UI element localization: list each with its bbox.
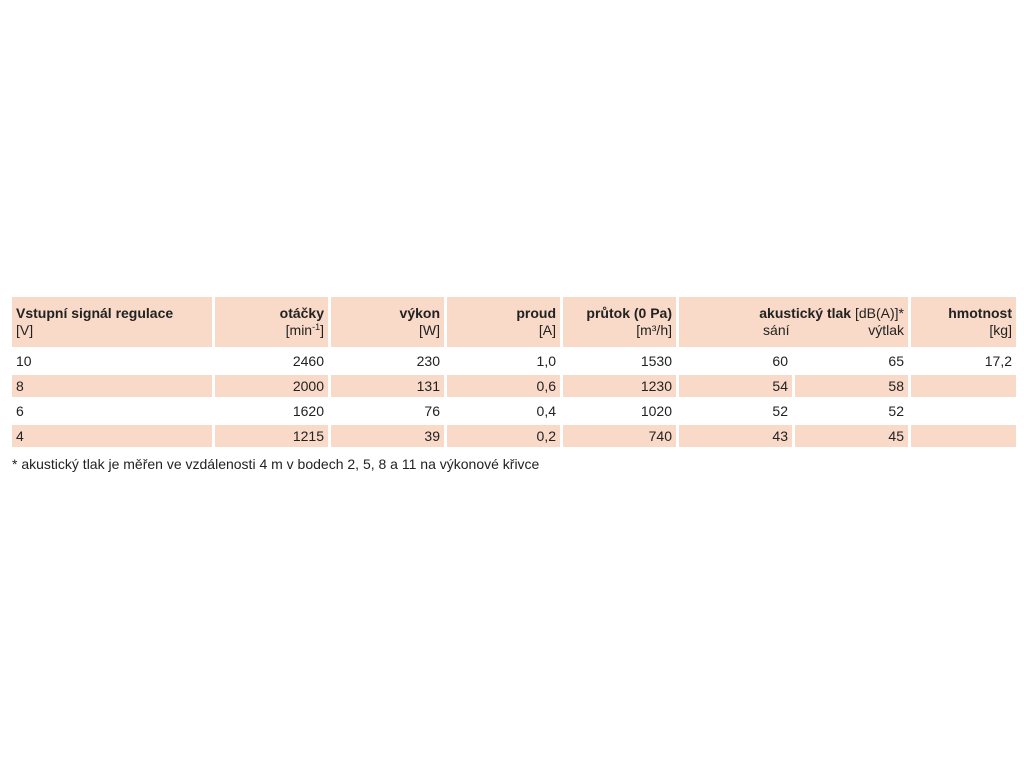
header-row bbox=[12, 297, 1016, 347]
cell-speed: 2460 bbox=[215, 350, 328, 372]
cell-intake: 54 bbox=[679, 375, 792, 397]
header-acoustic-outlet: výtlak bbox=[868, 322, 904, 338]
cell-speed: 1620 bbox=[215, 400, 328, 422]
cell-outlet: 45 bbox=[795, 425, 908, 447]
cell-current: 0,4 bbox=[447, 400, 560, 422]
header-flow bbox=[563, 297, 676, 347]
cell-intake: 43 bbox=[679, 425, 792, 447]
header-acoustic bbox=[679, 297, 908, 347]
header-current bbox=[447, 297, 560, 347]
header-speed bbox=[215, 297, 328, 347]
cell-power: 76 bbox=[331, 400, 444, 422]
header-acoustic-unit: [dB(A)]* bbox=[854, 305, 904, 321]
header-power bbox=[331, 297, 444, 347]
cell-signal: 6 bbox=[12, 400, 212, 422]
header-acoustic-subheaders bbox=[683, 322, 904, 339]
cell-flow: 1530 bbox=[563, 350, 676, 372]
header-signal-unit: [V] bbox=[16, 322, 34, 338]
header-flow-title: průtok (0 Pa) bbox=[586, 305, 672, 321]
header-acoustic-title: akustický tlak bbox=[759, 305, 852, 321]
fan-specification-table bbox=[9, 294, 1019, 450]
header-weight-title: hmotnost bbox=[948, 305, 1012, 321]
header-flow-unit: [m³/h] bbox=[636, 322, 672, 338]
cell-power: 131 bbox=[331, 375, 444, 397]
header-weight-unit: [kg] bbox=[989, 322, 1012, 338]
header-current-title: proud bbox=[516, 305, 556, 321]
header-signal bbox=[12, 297, 212, 347]
cell-signal: 4 bbox=[12, 425, 212, 447]
cell-weight: 17,2 bbox=[911, 350, 1016, 372]
table-row bbox=[12, 350, 1016, 372]
header-weight bbox=[911, 297, 1016, 347]
cell-signal: 10 bbox=[12, 350, 212, 372]
cell-flow: 740 bbox=[563, 425, 676, 447]
cell-signal: 8 bbox=[12, 375, 212, 397]
cell-flow: 1230 bbox=[563, 375, 676, 397]
table-row bbox=[12, 375, 1016, 397]
cell-weight bbox=[911, 400, 1016, 422]
cell-power: 39 bbox=[331, 425, 444, 447]
cell-speed: 2000 bbox=[215, 375, 328, 397]
cell-outlet: 58 bbox=[795, 375, 908, 397]
header-speed-unit: $[\min^{-1}]$ bbox=[285, 322, 324, 338]
cell-power: 230 bbox=[331, 350, 444, 372]
table-row bbox=[12, 425, 1016, 447]
header-speed-title: otáčky bbox=[279, 305, 324, 321]
header-signal-title: Vstupní signál regulace bbox=[16, 305, 174, 321]
cell-intake: 60 bbox=[679, 350, 792, 372]
cell-current: 0,6 bbox=[447, 375, 560, 397]
header-acoustic-intake: sání bbox=[763, 322, 790, 338]
cell-outlet: 52 bbox=[795, 400, 908, 422]
cell-speed: 1215 bbox=[215, 425, 328, 447]
header-power-unit: [W] bbox=[419, 322, 440, 338]
cell-current: 1,0 bbox=[447, 350, 560, 372]
table-row bbox=[12, 400, 1016, 422]
cell-weight bbox=[911, 375, 1016, 397]
cell-current: 0,2 bbox=[447, 425, 560, 447]
header-acoustic-line bbox=[759, 305, 904, 321]
cell-flow: 1020 bbox=[563, 400, 676, 422]
cell-weight bbox=[911, 425, 1016, 447]
header-current-unit: [A] bbox=[538, 322, 556, 338]
cell-intake: 52 bbox=[679, 400, 792, 422]
footnote: * akustický tlak je měřen ve vzdálenosti 4 m v bodech 2, 5, 8 a 11 na výkonové křivce bbox=[12, 456, 540, 472]
cell-outlet: 65 bbox=[795, 350, 908, 372]
header-power-title: výkon bbox=[399, 305, 440, 321]
